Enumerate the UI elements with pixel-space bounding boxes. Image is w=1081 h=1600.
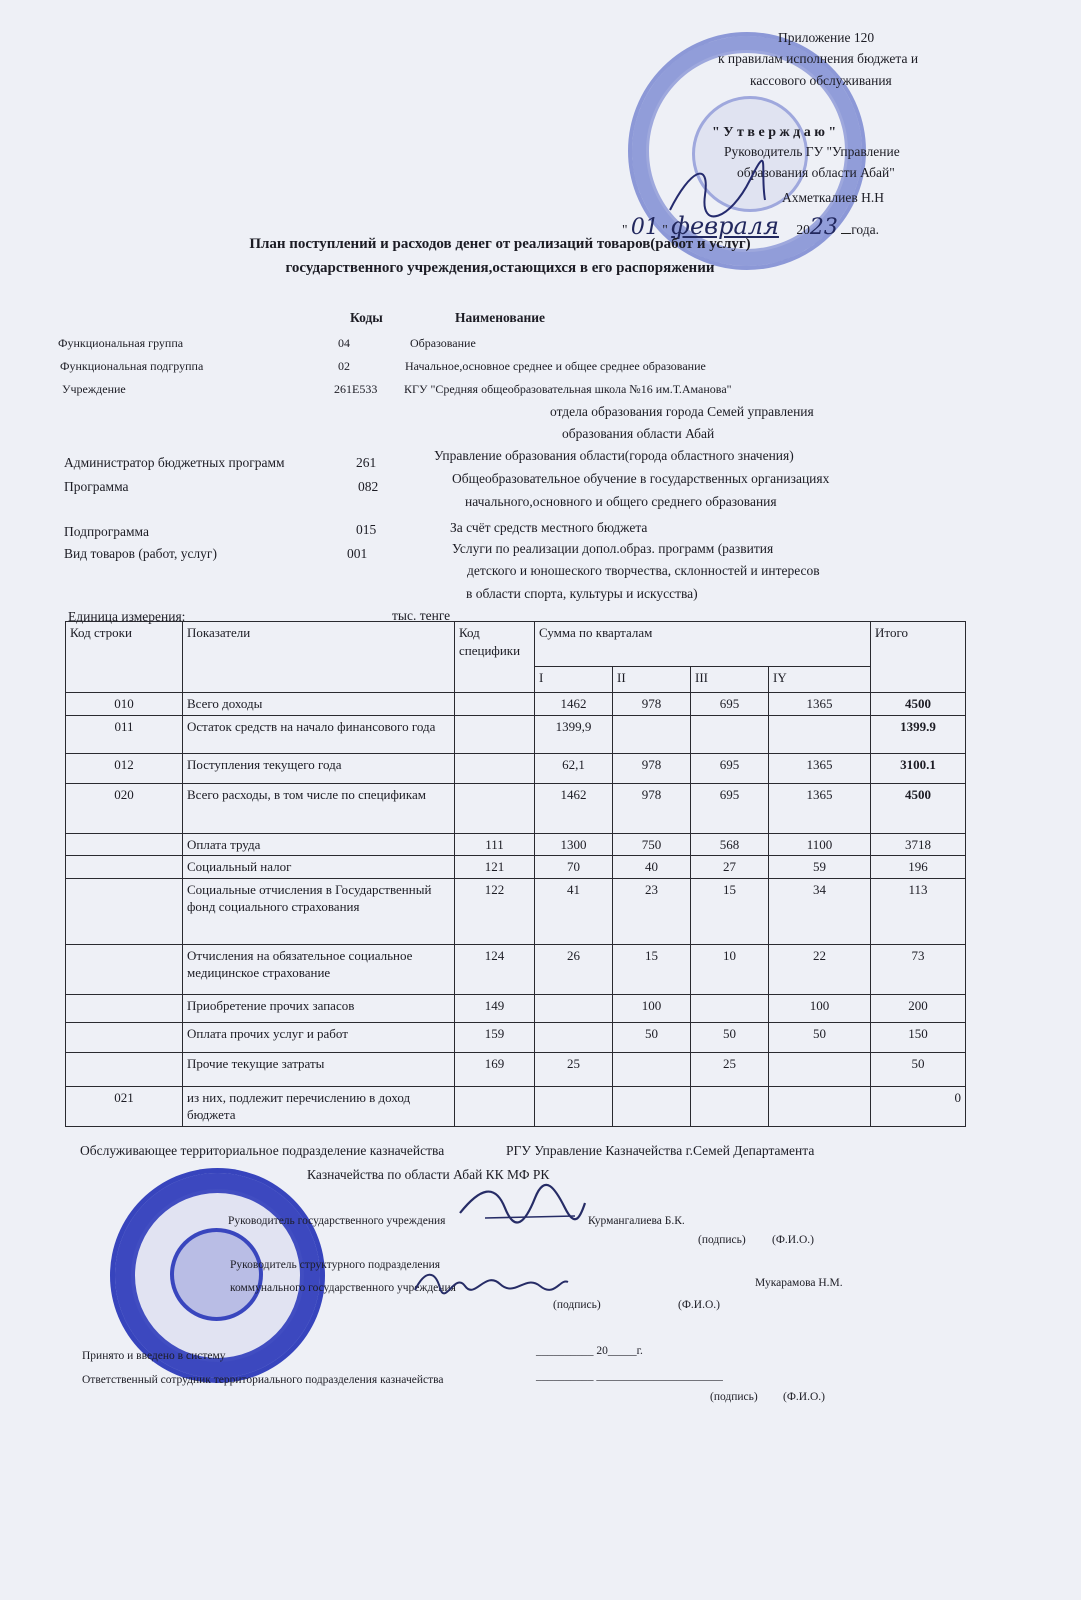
program-label: Вид товаров (работ, услуг) <box>64 546 217 561</box>
struct-signature <box>410 1260 570 1300</box>
table-row: Социальный налог 121 70 40 27 59 196 <box>66 856 966 879</box>
head-fio-caption: (Ф.И.О.) <box>772 1234 814 1246</box>
responsible-label: Ответственный сотрудник территориального подразделения казначейства <box>82 1374 444 1386</box>
program-label: Программа <box>64 479 129 494</box>
head-name: Курмангалиева Б.К. <box>588 1215 685 1227</box>
table-row: Оплата труда 111 1300 750 568 1100 3718 <box>66 833 966 856</box>
head-sign-caption: (подпись) <box>698 1234 746 1246</box>
table-row: 010 Всего доходы 1462 978 695 1365 4500 <box>66 693 966 716</box>
institution-extra-line1: отдела образования города Семей управления <box>550 404 814 419</box>
approval-signature <box>660 150 770 230</box>
treasury-value2: Казначейства по области Абай КК МФ РК <box>307 1167 550 1182</box>
classifier-code: 04 <box>338 336 350 350</box>
unit-label: Единица измерения: <box>68 609 186 624</box>
appendix-line1: Приложение 120 <box>778 30 875 45</box>
program-code: 001 <box>347 546 368 561</box>
struct-name: Мукарамова Н.М. <box>755 1277 843 1289</box>
table-row: Отчисления на обязательное социальное медицинское страхование 124 26 15 10 22 73 <box>66 944 966 994</box>
program-text: в области спорта, культуры и искусства) <box>466 586 698 601</box>
classifier-code: 02 <box>338 359 350 373</box>
classifier-name: Начальное,основное среднее и общее среднее образование <box>405 359 706 373</box>
program-code: 082 <box>358 479 379 494</box>
head-label: Руководитель государственного учреждения <box>228 1215 446 1227</box>
approval-line2: образования области Абай" <box>737 165 895 180</box>
document-title-line1: План поступлений и расходов денег от реализаций товаров(работ и услуг) <box>249 236 751 252</box>
program-text: Управление образования области(города областного значения) <box>434 448 794 463</box>
table-header-row <box>66 622 966 667</box>
program-text: За счёт средств местного бюджета <box>450 520 648 535</box>
appendix-line3: кассового обслуживания <box>750 73 892 88</box>
table-row: Прочие текущие затраты 169 25 25 50 <box>66 1052 966 1086</box>
unit-value: тыс. тенге <box>392 608 451 623</box>
approval-title: " У т в е р ж д а ю " <box>712 125 837 140</box>
struct-sign-caption: (подпись) <box>553 1299 601 1311</box>
header-q1: I <box>535 667 613 693</box>
classifier-name: КГУ "Средняя общеобразовательная школа №16 им.Т.Аманова" <box>404 382 732 396</box>
table-row: 021 из них, подлежит перечислению в доход бюджета 0 <box>66 1086 966 1126</box>
struct-fio-caption: (Ф.И.О.) <box>678 1299 720 1311</box>
header-code: Код строки <box>66 622 183 693</box>
responsible-fio-caption: (Ф.И.О.) <box>783 1391 825 1403</box>
header-q3: III <box>691 667 769 693</box>
program-label: Подпрограмма <box>64 524 149 539</box>
table-row: 011 Остаток средств на начало финансового года 1399,9 1399.9 <box>66 715 966 753</box>
struct-line2: коммунального государственного учреждения <box>230 1282 456 1294</box>
name-header: Наименование <box>455 310 545 325</box>
program-text: начального,основного и общего среднего образования <box>465 494 777 509</box>
program-text: Общеобразовательное обучение в государственных организациях <box>452 471 830 486</box>
responsible-sign-caption: (подпись) <box>710 1391 758 1403</box>
header-total: Итого <box>871 622 966 693</box>
classifier-code: 261Е533 <box>334 382 378 396</box>
header-spec: Код специфики <box>455 622 535 693</box>
classifier-label: Функциональная подгруппа <box>60 359 204 373</box>
approval-month: февраля <box>671 212 779 240</box>
approval-name: Ахметкалиев Н.Н <box>782 190 884 205</box>
treasury-label: Обслуживающее территориальное подразделение казначейства <box>80 1143 445 1158</box>
header-indicator: Показатели <box>183 622 455 693</box>
responsible-blank: __________ ______________________ <box>536 1370 723 1382</box>
table-row: Приобретение прочих запасов 149 100 100 200 <box>66 994 966 1022</box>
table-row: Оплата прочих услуг и работ 159 50 50 50 150 <box>66 1022 966 1052</box>
program-text: детского и юношеского творчества, склонностей и интересов <box>467 563 820 578</box>
table-row: 020 Всего расходы, в том числе по спецификам 1462 978 695 1365 4500 <box>66 783 966 833</box>
table-row: Социальные отчисления в Государственный фонд социального страхования 122 41 23 15 34 113 <box>66 878 966 944</box>
appendix-line2: к правилам исполнения бюджета и <box>718 51 919 66</box>
approval-year: 23 <box>809 215 838 240</box>
classifier-name: Образование <box>410 336 476 350</box>
document-title-line2: государственного учреждения,остающихся в его распоряжении <box>285 260 715 276</box>
struct-line1: Руководитель структурного подразделения <box>230 1259 441 1271</box>
program-code: 261 <box>356 455 377 470</box>
program-text: Услуги по реализации допол.образ. программ (развития <box>452 541 774 556</box>
approval-line1: Руководитель ГУ "Управление <box>724 144 900 159</box>
treasury-value1: РГУ Управление Казначейства г.Семей Департамента <box>506 1143 815 1158</box>
codes-header: Коды <box>350 310 383 325</box>
plan-table <box>65 621 966 1127</box>
head-signature <box>455 1178 590 1233</box>
institution-extra-line2: образования области Абай <box>562 426 715 441</box>
classifier-label: Учреждение <box>62 382 126 396</box>
accepted-label: Принято и введено в систему <box>82 1350 226 1362</box>
approval-date: " 01 " февраля 2023 года. <box>622 212 880 240</box>
table-row: 012 Поступления текущего года 62,1 978 695 1365 3100.1 <box>66 753 966 783</box>
header-quarters: Сумма по кварталам <box>535 622 871 667</box>
program-label: Администратор бюджетных программ <box>64 455 285 470</box>
approval-day: 01 <box>630 215 659 240</box>
classifier-label: Функциональная группа <box>58 336 184 350</box>
accepted-blank: __________ 20_____г. <box>536 1345 643 1357</box>
program-code: 015 <box>356 522 377 537</box>
header-q4: IY <box>769 667 871 693</box>
header-q2: II <box>613 667 691 693</box>
